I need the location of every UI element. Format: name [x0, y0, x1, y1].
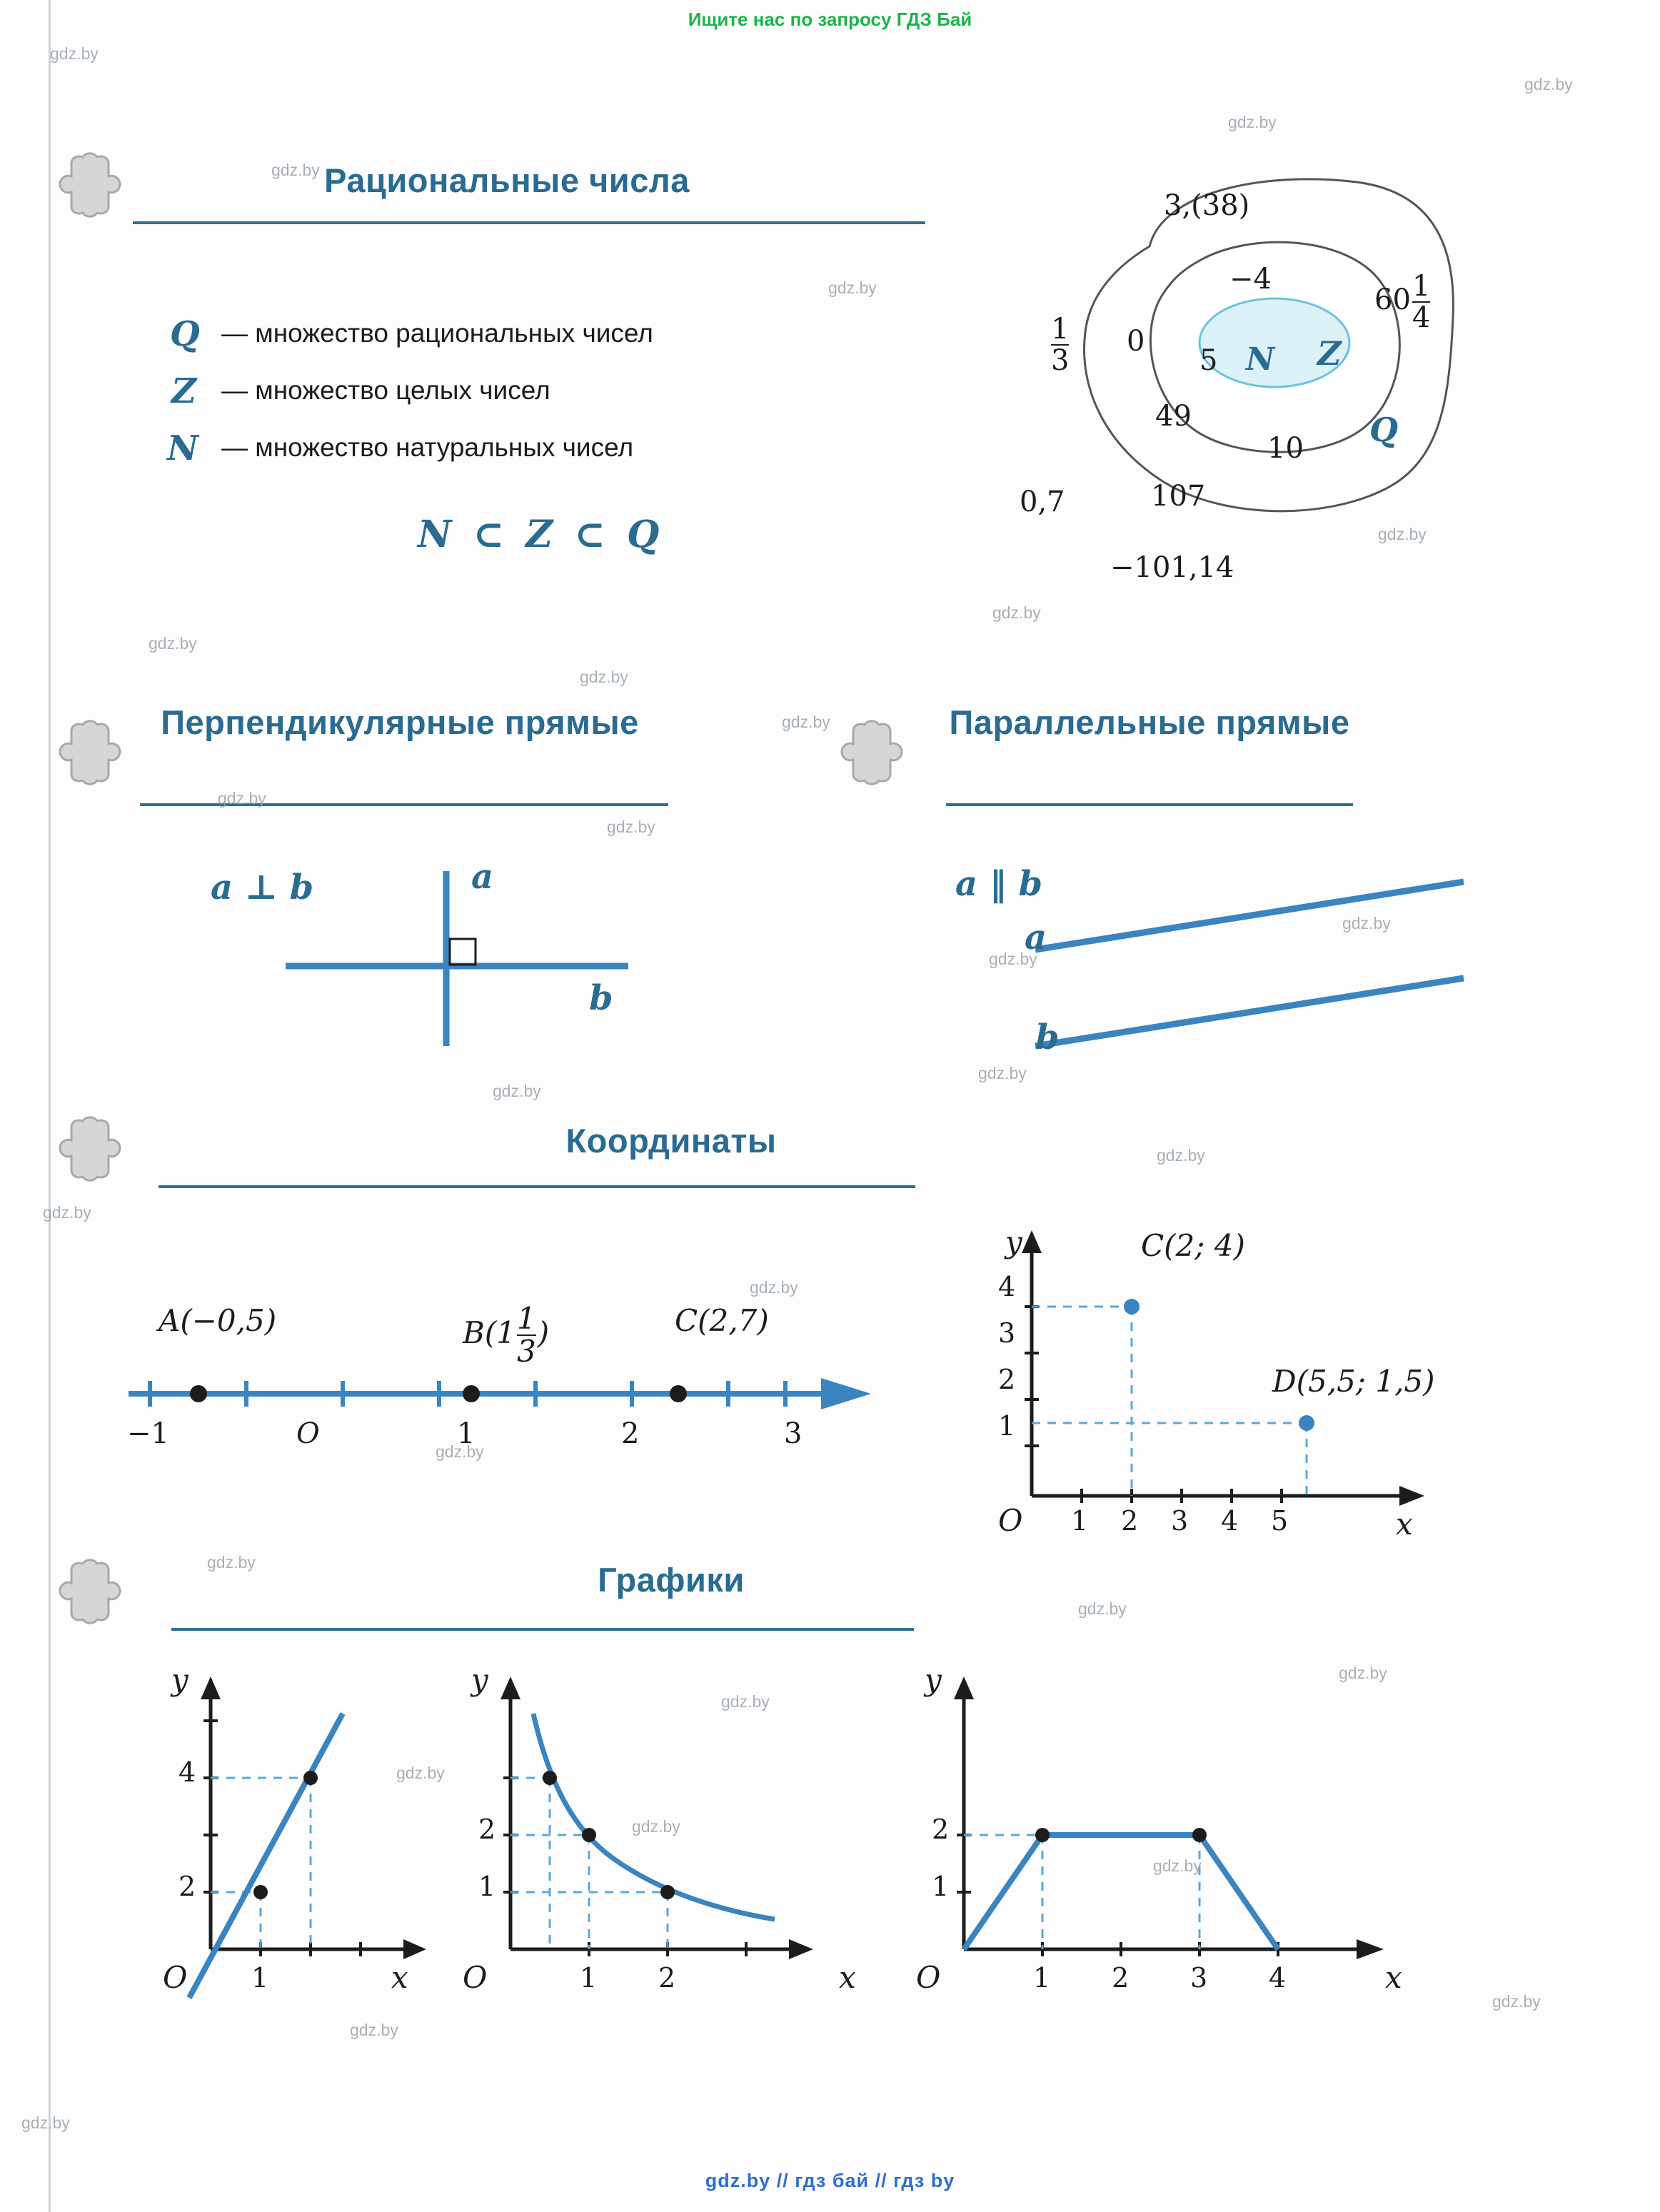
number-line-point-A: A(−0,5)	[159, 1303, 277, 1338]
venn-value-sixty-and-quarter	[1374, 271, 1432, 333]
venn-diagram	[985, 154, 1499, 610]
point-B-whole: 1	[496, 1315, 515, 1351]
formula-subset-chain: N ⊂ Z ⊂ Q	[418, 513, 664, 556]
graph1-ylabel: y	[171, 1662, 188, 1697]
puzzle-icon	[50, 1553, 136, 1632]
watermark-text: gdz.by	[1153, 1856, 1202, 1875]
puzzle-icon	[50, 714, 136, 793]
perpendicular-label-b: b	[589, 978, 613, 1018]
graph2-xtick-1: 1	[580, 1962, 598, 1994]
venn-value-0.7: 0,7	[1020, 486, 1065, 518]
watermark-text: gdz.by	[828, 278, 877, 297]
perpendicular-label-a: a	[471, 857, 494, 897]
graph2-xlabel: x	[839, 1960, 856, 1995]
graph1-origin: O	[163, 1960, 188, 1995]
watermark-text: gdz.by	[1228, 113, 1277, 131]
fraction-numerator: 1	[1051, 313, 1070, 346]
plane-ylabel: y	[1005, 1225, 1022, 1260]
venn-value-minus101.14: −101,14	[1110, 551, 1234, 584]
watermark-text: gdz.by	[218, 789, 266, 808]
watermark-text: gdz.by	[1157, 1146, 1205, 1165]
graph2-ytick-2: 2	[478, 1814, 496, 1845]
graph1-ytick-2: 2	[178, 1871, 196, 1902]
plane-ytick-1: 1	[998, 1410, 1016, 1442]
point-B-numerator: 1	[517, 1301, 536, 1336]
definition-integer: — множество целых чисел	[221, 376, 550, 405]
venn-value-107: 107	[1151, 480, 1206, 513]
watermark-text: gdz.by	[21, 2113, 70, 2132]
notation-perpendicular: a ⊥ b	[211, 868, 314, 908]
watermark-text: gdz.by	[396, 1764, 445, 1782]
watermark-text: gdz.by	[580, 668, 628, 686]
section-title-rational-numbers: Рациональные числа	[324, 161, 690, 199]
graph1-ytick-4: 4	[178, 1756, 196, 1788]
number-line	[121, 1357, 885, 1442]
graph3-ytick-1: 1	[932, 1871, 950, 1902]
plane-xtick-5: 5	[1271, 1505, 1289, 1537]
number-line-tick-1: 1	[457, 1417, 476, 1450]
puzzle-icon	[50, 1110, 136, 1189]
puzzle-icon	[50, 146, 136, 225]
venn-value-49: 49	[1155, 400, 1192, 433]
watermark-text: gdz.by	[1078, 1599, 1127, 1618]
graph3-xtick-4: 4	[1269, 1962, 1287, 1994]
graph2-origin: O	[463, 1960, 488, 1995]
venn-label-Z: Z	[1317, 334, 1342, 373]
symbol-Z: Z	[171, 371, 197, 411]
watermark-text: gdz.by	[978, 1064, 1027, 1082]
venn-value-0: 0	[1127, 325, 1145, 358]
number-line-point-B: B(1 $\frac{1}{3}$ )	[463, 1301, 550, 1369]
parallel-label-b: b	[1035, 1017, 1060, 1057]
point-B-name: B	[463, 1315, 485, 1351]
graph2-ylabel: y	[471, 1662, 488, 1697]
watermark-text: gdz.by	[989, 950, 1037, 968]
venn-value-10: 10	[1267, 432, 1304, 465]
plane-xtick-1: 1	[1071, 1505, 1089, 1537]
mixed-denominator: 4	[1412, 301, 1431, 334]
graph3-ytick-2: 2	[932, 1814, 950, 1845]
definition-natural: — множество натуральных чисел	[221, 433, 634, 462]
section-rule-parallel	[946, 803, 1353, 806]
plane-origin: O	[998, 1503, 1023, 1538]
section-rule-rational-numbers	[133, 221, 925, 224]
number-line-tick-3: 3	[784, 1417, 803, 1450]
watermark-text: gdz.by	[1378, 525, 1427, 543]
watermark-text: gdz.by	[782, 713, 830, 731]
plane-xtick-3: 3	[1171, 1505, 1189, 1537]
watermark-text: gdz.by	[750, 1278, 798, 1297]
watermark-text: gdz.by	[50, 44, 99, 63]
watermark-text: gdz.by	[350, 2021, 398, 2039]
notation-parallel: a ‖ b	[955, 864, 1043, 904]
watermark-text: gdz.by	[721, 1692, 770, 1711]
number-line-tick-minus1: −1	[127, 1417, 169, 1450]
section-title-coordinates: Координаты	[565, 1122, 777, 1160]
graph3-xlabel: x	[1385, 1960, 1402, 1995]
number-line-tick-2: 2	[621, 1417, 640, 1450]
venn-value-one-third	[1050, 314, 1070, 376]
watermark-text: gdz.by	[632, 1817, 680, 1836]
margin-rule	[49, 0, 51, 2212]
parallel-diagram	[1021, 864, 1478, 1078]
section-rule-graphs	[171, 1628, 914, 1631]
point-B-denominator: 3	[517, 1334, 536, 1369]
section-title-parallel: Параллельные прямые	[949, 703, 1350, 741]
watermark-text: gdz.by	[149, 634, 197, 653]
watermark-text: gdz.by	[207, 1553, 256, 1572]
watermark-text: gdz.by	[607, 818, 655, 836]
watermark-text: gdz.by	[1524, 75, 1573, 94]
graph1-xtick-1: 1	[251, 1962, 269, 1994]
watermark-text: gdz.by	[1342, 914, 1391, 932]
fraction-denominator: 3	[1051, 344, 1070, 377]
plane-ytick-2: 2	[998, 1364, 1016, 1395]
plane-xlabel: x	[1396, 1507, 1413, 1542]
graph-linear	[168, 1664, 453, 2021]
venn-label-Q: Q	[1369, 411, 1399, 449]
venn-value-minus4: −4	[1229, 263, 1272, 296]
section-rule-perpendicular	[140, 803, 668, 806]
watermark-text: gdz.by	[992, 603, 1041, 622]
section-rule-coordinates	[159, 1185, 915, 1188]
graph3-xtick-1: 1	[1033, 1962, 1051, 1994]
definition-rational: — множество рациональных чисел	[221, 318, 653, 348]
top-promo-banner: Ищите нас по запросу ГДЗ Бай	[688, 9, 972, 30]
bottom-promo-banner: gdz.by // гдз бай // гдз by	[705, 2170, 955, 2191]
plane-ytick-4: 4	[998, 1271, 1016, 1302]
graph2-ytick-1: 1	[478, 1871, 496, 1902]
venn-label-N: N	[1246, 341, 1275, 378]
watermark-text: gdz.by	[493, 1082, 541, 1100]
mixed-whole: 60	[1374, 283, 1411, 316]
graph3-xtick-3: 3	[1190, 1962, 1208, 1994]
puzzle-icon	[832, 714, 917, 793]
plane-ytick-3: 3	[998, 1317, 1016, 1349]
plane-point-C-label: C(2; 4)	[1141, 1228, 1245, 1263]
graph-hyperbola	[468, 1664, 839, 2021]
watermark-text: gdz.by	[436, 1442, 484, 1461]
venn-value-5: 5	[1199, 344, 1218, 377]
plane-xtick-2: 2	[1121, 1505, 1139, 1537]
parallel-label-a: a	[1025, 918, 1047, 957]
graph-trapezoid	[921, 1664, 1435, 2021]
graph3-xtick-2: 2	[1112, 1962, 1130, 1994]
section-title-graphs: Графики	[598, 1561, 745, 1599]
watermark-text: gdz.by	[1492, 1992, 1541, 2011]
watermark-text: gdz.by	[271, 161, 320, 179]
symbol-Q: Q	[170, 314, 200, 354]
venn-value-3.38: 3,(38)	[1164, 189, 1250, 222]
plane-xtick-4: 4	[1221, 1505, 1239, 1537]
number-line-point-C: C(2,7)	[675, 1303, 769, 1338]
number-line-tick-O: O	[296, 1417, 320, 1450]
graph3-ylabel: y	[925, 1662, 942, 1697]
watermark-text: gdz.by	[43, 1203, 91, 1222]
mixed-numerator: 1	[1412, 270, 1431, 303]
plane-point-D-label: D(5,5; 1,5)	[1272, 1364, 1435, 1399]
graph2-xtick-2: 2	[658, 1962, 676, 1994]
section-title-perpendicular: Перпендикулярные прямые	[161, 703, 639, 741]
watermark-text: gdz.by	[1339, 1664, 1387, 1682]
graph3-origin: O	[916, 1960, 941, 1995]
symbol-N: N	[167, 428, 198, 468]
graph1-xlabel: x	[391, 1960, 408, 1995]
